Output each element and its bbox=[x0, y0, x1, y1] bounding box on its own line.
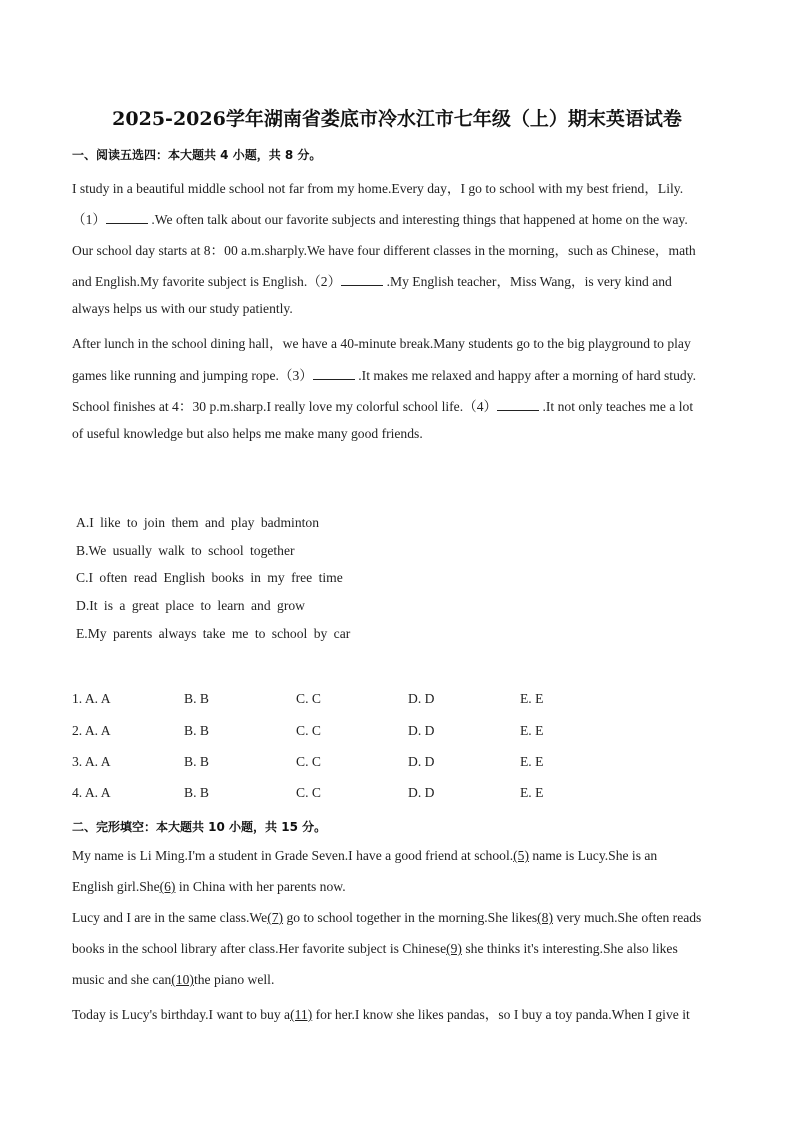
choice-d[interactable]: D. D bbox=[408, 691, 435, 706]
blank-9: (9) bbox=[446, 941, 462, 956]
option-e: E.My parents always take me to school by car bbox=[76, 626, 351, 641]
passage1-line-7 bbox=[72, 364, 732, 384]
line-text: very much.She often reads bbox=[553, 910, 702, 925]
choice-b[interactable]: B. B bbox=[184, 723, 209, 738]
option-b: B.We usually walk to school together bbox=[76, 543, 295, 558]
passage2-line-2 bbox=[72, 879, 732, 895]
choice-c[interactable]: C. C bbox=[296, 723, 321, 738]
section1-heading: 一、阅读五选四：本大题共 4 小题，共 8 分。 bbox=[72, 148, 322, 162]
line-text: .It makes me relaxed and happy after a morning of hard study. bbox=[354, 368, 696, 383]
section2-heading: 二、完形填空：本大题共 10 小题，共 15 分。 bbox=[72, 820, 327, 834]
passage2-line-5 bbox=[72, 972, 732, 988]
blank-11: (11) bbox=[290, 1007, 313, 1022]
passage1-line-2 bbox=[72, 208, 732, 228]
blank-5: (5) bbox=[513, 848, 529, 863]
choice-c[interactable]: C. C bbox=[296, 785, 321, 800]
choice-a[interactable]: 1. A. A bbox=[72, 691, 111, 706]
choice-e[interactable]: E. E bbox=[520, 785, 544, 800]
blank-8: (8) bbox=[537, 910, 553, 925]
line-text: .It not only teaches me a lot bbox=[539, 399, 694, 414]
question-number-1: （1） bbox=[72, 212, 106, 227]
option-c: C.I often read English books in my free time bbox=[76, 570, 343, 585]
line-text: she thinks it's interesting.She also likes bbox=[461, 941, 678, 956]
choice-d[interactable]: D. D bbox=[408, 754, 435, 769]
blank-2 bbox=[341, 273, 383, 286]
choice-d[interactable]: D. D bbox=[408, 785, 435, 800]
passage1-line-9: of useful knowledge but also helps me make many good friends. bbox=[72, 426, 423, 441]
passage2-line-3 bbox=[72, 910, 732, 926]
line-text: English girl.She bbox=[72, 879, 160, 894]
line-text: for her.I know she likes pandas，so I buy a toy panda.When I give it bbox=[312, 1007, 690, 1022]
blank-7: (7) bbox=[267, 910, 284, 925]
choice-b[interactable]: B. B bbox=[184, 691, 209, 706]
passage2-line-4 bbox=[72, 941, 732, 957]
blank-1 bbox=[106, 211, 148, 224]
line-text: name is Lucy.She is an bbox=[528, 848, 658, 863]
choice-a[interactable]: 4. A. A bbox=[72, 785, 111, 800]
blank-3 bbox=[313, 367, 355, 380]
line-text: games like running and jumping rope.（3） bbox=[72, 368, 313, 383]
choice-b[interactable]: B. B bbox=[184, 754, 209, 769]
passage1-line-6: After lunch in the school dining hall，we have a 40-minute break.Many students go to the big playground to play bbox=[72, 336, 691, 351]
choice-a[interactable]: 2. A. A bbox=[72, 723, 111, 738]
passage2-line-6 bbox=[72, 1003, 732, 1023]
choice-b[interactable]: B. B bbox=[184, 785, 209, 800]
option-a: A.I like to join them and play badminton bbox=[76, 515, 319, 530]
line-text: School finishes at 4：30 p.m.sharp.I really love my colorful school life.（4） bbox=[72, 399, 498, 414]
choice-c[interactable]: C. C bbox=[296, 691, 321, 706]
line-text: Today is Lucy's birthday.I want to buy a bbox=[72, 1007, 291, 1022]
option-d: D.It is a great place to learn and grow bbox=[76, 598, 305, 613]
blank-10: (10) bbox=[171, 972, 194, 987]
line-text: the piano well. bbox=[193, 972, 275, 987]
line-text: music and she can bbox=[72, 972, 172, 987]
choice-a[interactable]: 3. A. A bbox=[72, 754, 111, 769]
passage1-line-1: I study in a beautiful middle school not far from my home.Every day，I go to school with my best friend，Lily. bbox=[72, 181, 684, 196]
line-text: Lucy and I are in the same class.We bbox=[72, 910, 268, 925]
passage1-line-4 bbox=[72, 270, 732, 290]
passage1-line-5: always helps us with our study patiently. bbox=[72, 301, 293, 316]
line-text: books in the school library after class.Her favorite subject is Chinese bbox=[72, 941, 447, 956]
line-text: .We often talk about our favorite subjects and interesting things that happened at home on the way. bbox=[147, 212, 688, 227]
choice-e[interactable]: E. E bbox=[520, 691, 544, 706]
choice-c[interactable]: C. C bbox=[296, 754, 321, 769]
page-title: 2025-2026学年湖南省娄底市冷水江市七年级（上）期末英语试卷 bbox=[112, 108, 682, 130]
passage1-line-3: Our school day starts at 8：00 a.m.sharply.We have four different classes in the morning，such as Chinese，math bbox=[72, 243, 696, 258]
passage2-line-1 bbox=[72, 848, 732, 864]
choice-e[interactable]: E. E bbox=[520, 723, 544, 738]
blank-6: (6) bbox=[159, 879, 176, 894]
line-text: My name is Li Ming.I'm a student in Grade Seven.I have a good friend at school. bbox=[72, 848, 514, 863]
line-text: .My English teacher，Miss Wang，is very kind and bbox=[383, 274, 672, 289]
blank-4 bbox=[497, 398, 539, 411]
passage1-line-8 bbox=[72, 395, 732, 415]
choice-d[interactable]: D. D bbox=[408, 723, 435, 738]
choice-e[interactable]: E. E bbox=[520, 754, 544, 769]
line-text: go to school together in the morning.She likes bbox=[283, 910, 538, 925]
line-text: in China with her parents now. bbox=[175, 879, 346, 894]
line-text: and English.My favorite subject is English.（2） bbox=[72, 274, 342, 289]
